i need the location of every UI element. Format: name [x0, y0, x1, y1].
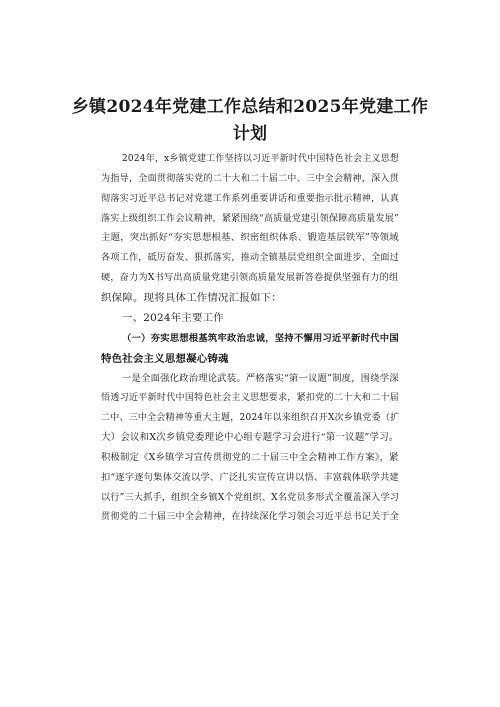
paragraph-line: （一）夯实思想根基筑牢政治忠诚，坚持不懈用习近平新时代中国	[122, 333, 399, 344]
paragraph-line: 二中、三中全会精神等重大主题，2024年以来组织召开X次乡镇党委（扩	[101, 413, 400, 423]
paragraph-line: 积极制定《X乡镇学习宣传贯彻党的二十届三中全会精神工作方案》，紧	[101, 452, 399, 463]
paragraph-line: 为指导，全面贯彻落实党的二十大和二十届二中、三中全会精神，深入贯	[101, 174, 400, 184]
paragraph-line: 以行”三大抓手，组织全乡镇X个党组织、X名党员多形式全覆盖深入学习	[101, 493, 400, 503]
paragraph-line: 悟透习近平新时代中国特色社会主义思想要求，紧扣党的二十大和二十届	[101, 393, 400, 403]
paragraph-line: 落实上级组织工作会议精神，紧紧围绕“高质量党建引领保障高质量发展”	[101, 214, 399, 224]
document-title-line-1: 乡镇2024年党建工作总结和2025年党建工作	[71, 97, 429, 117]
paragraph-line: 一是全面强化政治理论武装。严格落实“第一议题”制度，围绕学深	[122, 373, 399, 384]
paragraph-line: 贯彻党的二十届三中全会精神，在持续深化学习领会习近平总书记关于全	[101, 512, 400, 522]
paragraph-line: 一、2024年主要工作	[122, 312, 224, 324]
paragraph-line: 彻落实习近平总书记对党建工作系列重要讲话和重要指示批示精神，认真	[101, 194, 400, 204]
paragraph-line: 特色社会主义思想凝心铸魂	[101, 353, 229, 365]
paragraph-line: 大）会议和X次乡镇党委理论中心组专题学习会进行“第一议题”学习。	[101, 432, 399, 443]
paragraph-line: 主题，突出抓好“夯实思想根基、织密组织体系、锻造基层铁军”等领域	[101, 232, 399, 243]
paragraph-line: 各项工作，砥厉奋发、狠抓落实，推动全镇基层党组织全面进步、全面过	[101, 253, 400, 263]
paragraph-line: 扣“逐字逐句集体交流以学、广泛扎实宣传宣讲以悟、丰富载体联学共建	[101, 472, 400, 483]
document-title-line-2: 计划	[232, 124, 268, 144]
paragraph-line: 硬，奋力为X书写出高质量党建引领高质量发展新答卷提供坚强有力的组	[101, 273, 399, 283]
paragraph-line: 织保障。现将具体工作情况汇报如下：	[101, 292, 282, 304]
paragraph-line: 2024年，x乡镇党建工作坚持以习近平新时代中国特色社会主义思想	[122, 154, 400, 164]
